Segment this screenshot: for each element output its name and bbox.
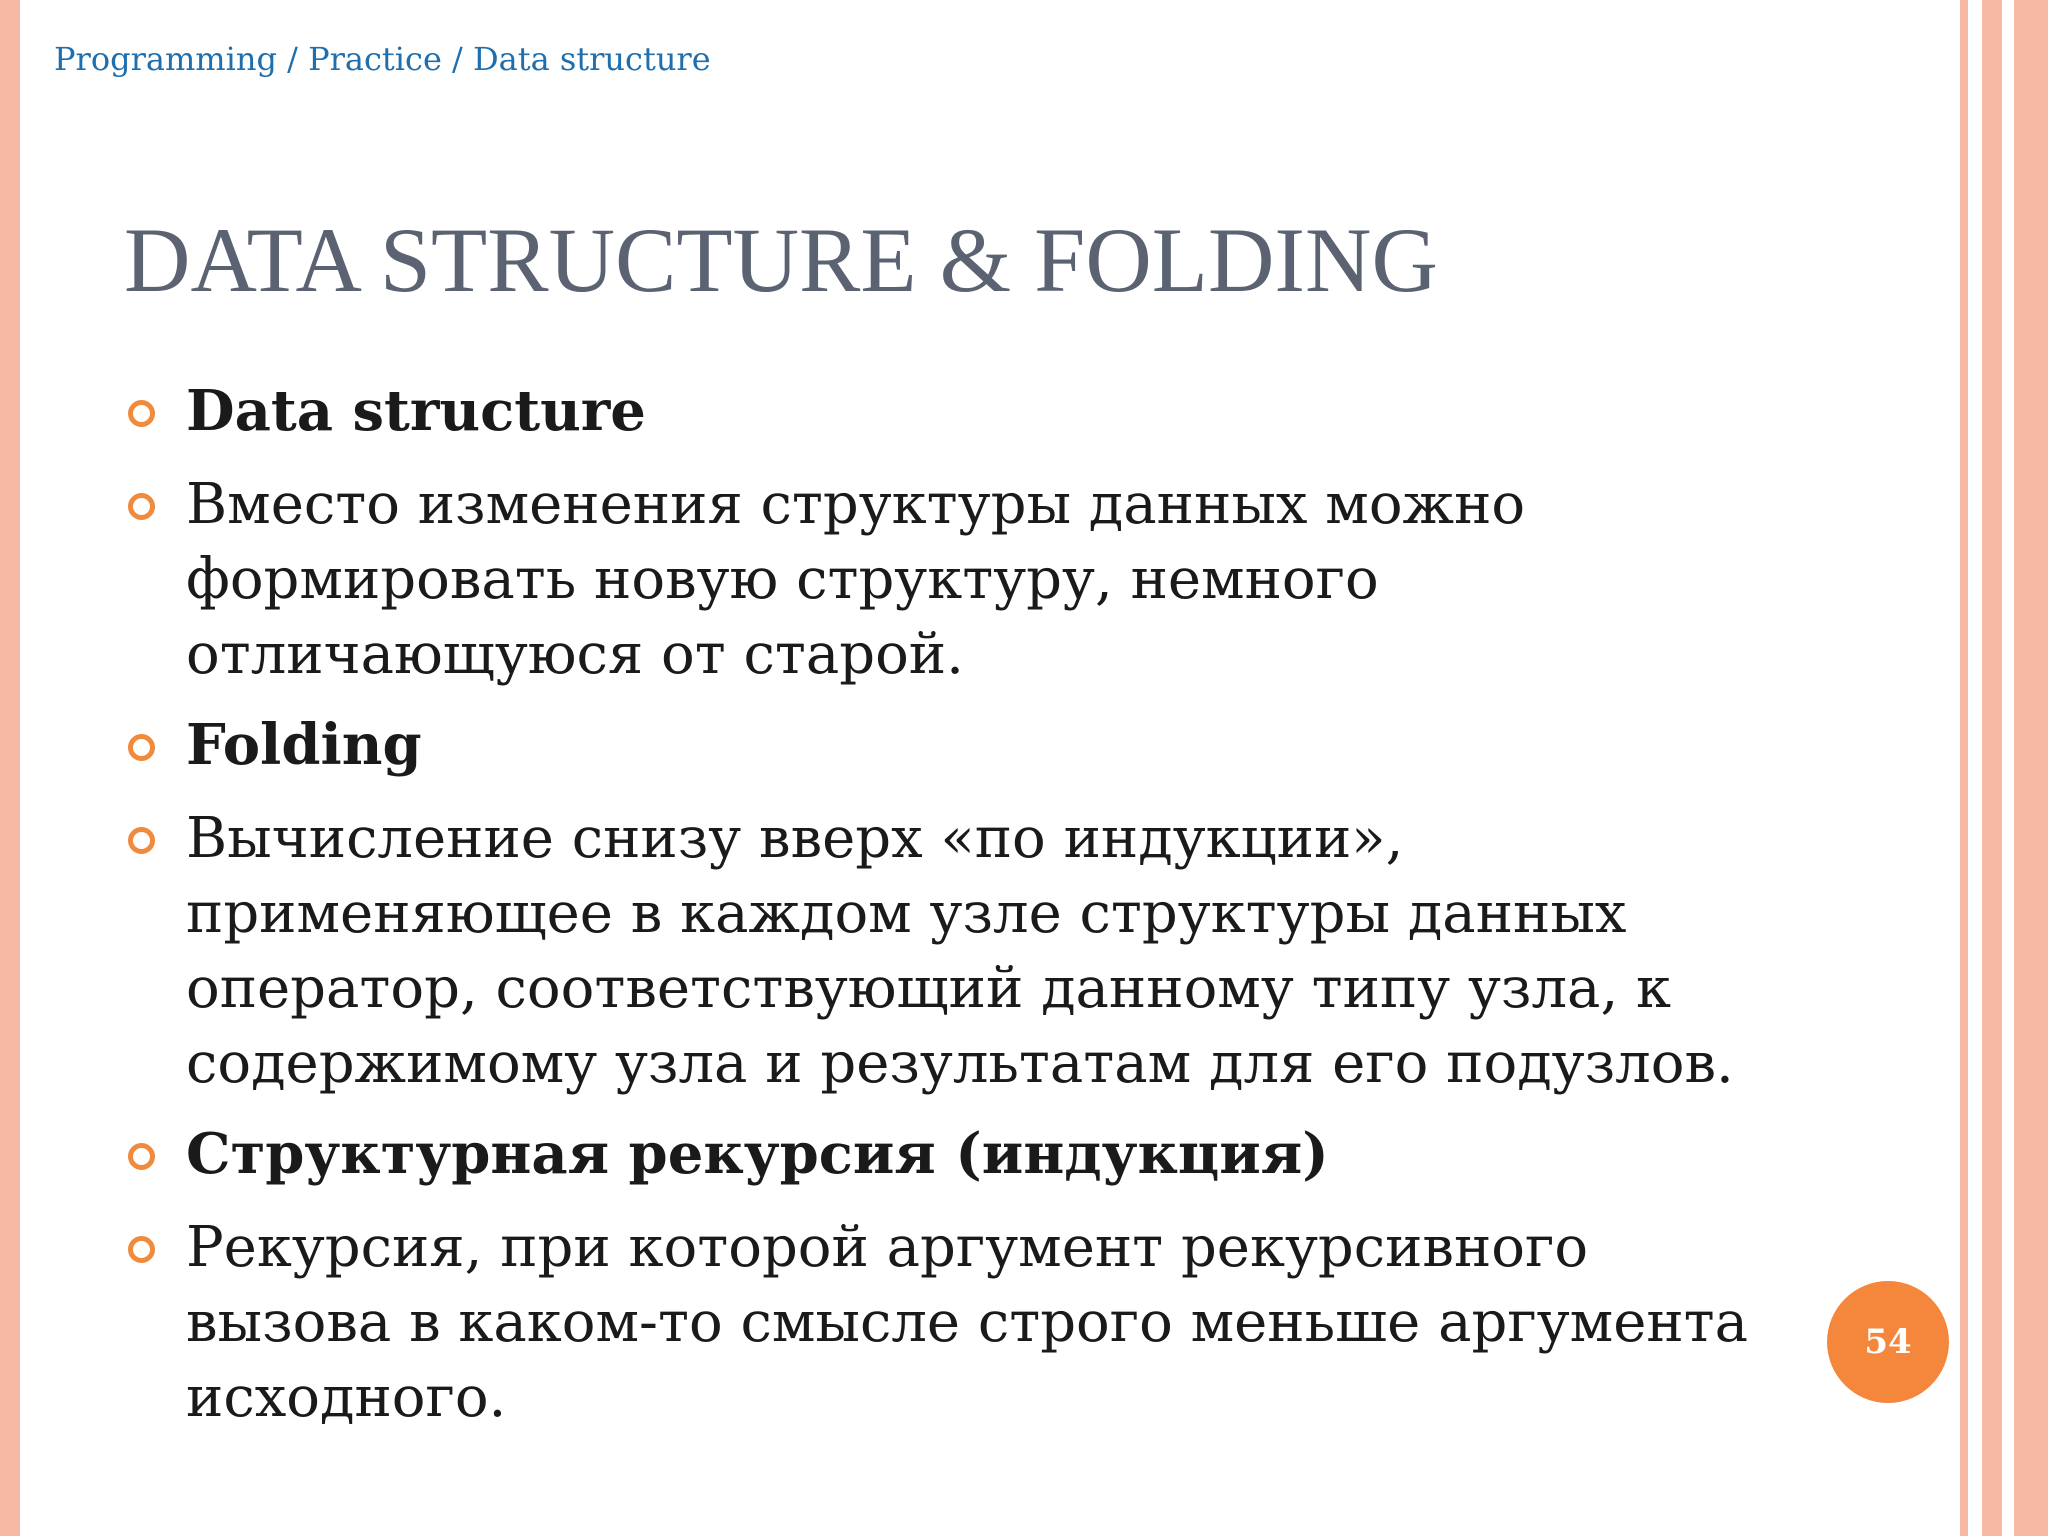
bullet-item-structural-recursion bbox=[186, 1117, 1786, 1192]
page-number-badge: 54 bbox=[1827, 1281, 1949, 1403]
bullet-item-data-structure-desc bbox=[186, 467, 1786, 692]
left-decorative-stripe bbox=[0, 0, 20, 1536]
breadcrumb: Programming / Practice / Data structure bbox=[54, 40, 711, 78]
bullet-line: оператор, соответствующий данному типу узла, к bbox=[186, 956, 1672, 1021]
bullet-line: отличающуюся от старой. bbox=[186, 622, 964, 687]
bullet-item-data-structure bbox=[186, 374, 1786, 449]
bullet-line: Рекурсия, при которой аргумент рекурсивного bbox=[186, 1215, 1589, 1280]
bullet-line: Вместо изменения структуры данных можно bbox=[186, 472, 1526, 537]
bullet-ring-icon bbox=[128, 493, 155, 520]
bullet-ring-icon bbox=[128, 734, 155, 761]
bullet-line: Вычисление снизу вверх «по индукции», bbox=[186, 806, 1404, 871]
bullet-item-folding-desc bbox=[186, 801, 1786, 1101]
bullet-line: формировать новую структуру, немного bbox=[186, 547, 1379, 612]
bullet-ring-icon bbox=[128, 1143, 155, 1170]
bullet-line: вызова в каком-то смысле строго меньше аргумента bbox=[186, 1290, 1749, 1355]
bullet-item-structural-recursion-desc bbox=[186, 1210, 1786, 1435]
bullet-line: содержимому узла и результатам для его подузлов. bbox=[186, 1031, 1734, 1096]
slide-title: DATA STRUCTURE & FOLDING bbox=[124, 209, 1438, 311]
right-decorative-stripe-1 bbox=[1960, 0, 1968, 1536]
bullet-line: Структурная рекурсия (индукция) bbox=[186, 1121, 1329, 1187]
bullet-line: Data structure bbox=[186, 378, 646, 444]
bullet-line: исходного. bbox=[186, 1365, 507, 1430]
bullet-ring-icon bbox=[128, 1236, 155, 1263]
bullet-item-folding bbox=[186, 708, 1786, 783]
right-decorative-stripe-3 bbox=[2014, 0, 2048, 1536]
bullet-line: применяющее в каждом узле структуры данных bbox=[186, 881, 1627, 946]
bullet-line: Folding bbox=[186, 712, 422, 778]
right-decorative-stripe-2 bbox=[1982, 0, 2002, 1536]
bullet-ring-icon bbox=[128, 827, 155, 854]
bullet-ring-icon bbox=[128, 400, 155, 427]
